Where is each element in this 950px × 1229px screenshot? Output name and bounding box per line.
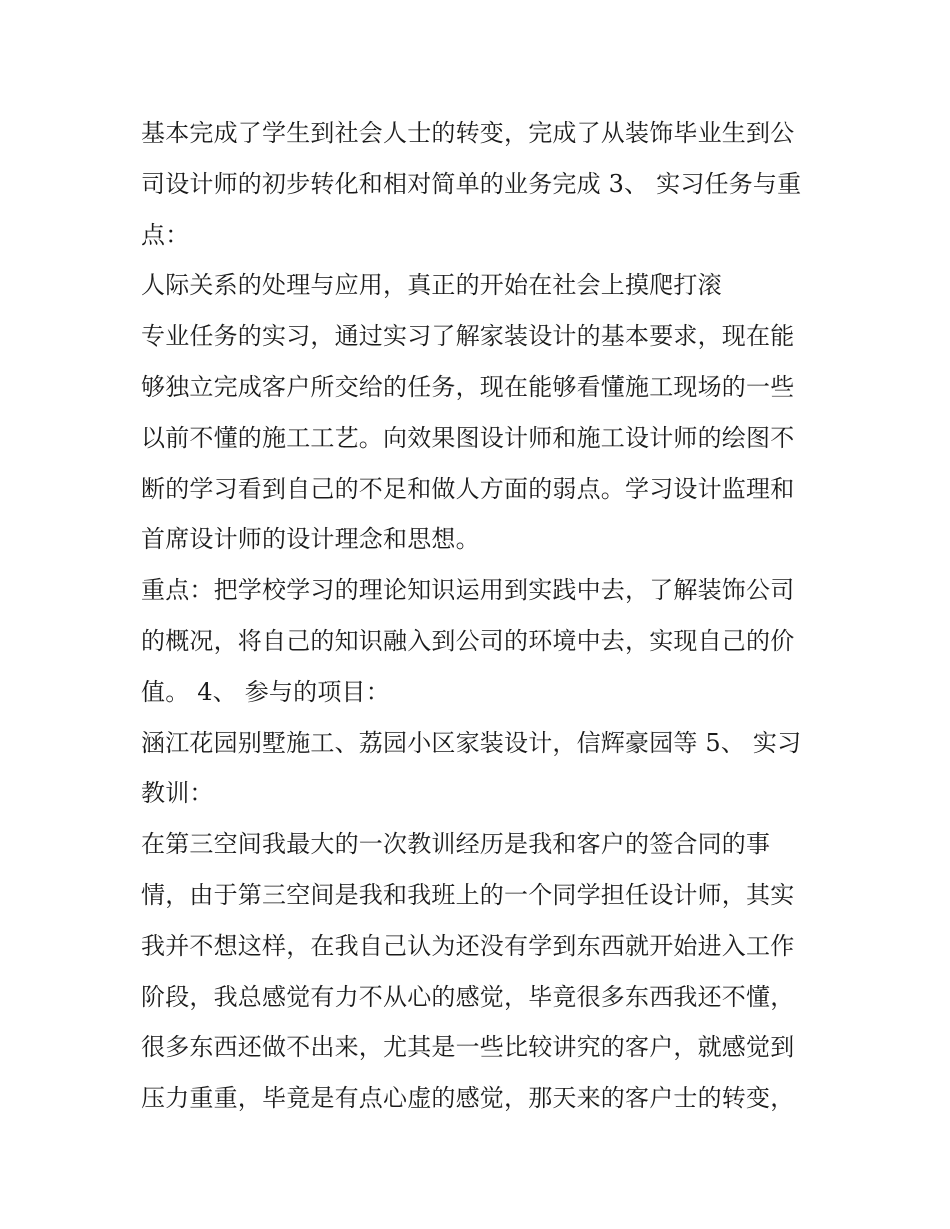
text-line: 首席设计师的设计理念和思想。 (141, 525, 480, 554)
text-line: 在第三空间我最大的一次教训经历是我和客户的签合同的事 (141, 830, 771, 859)
text-line: 很多东西还做不出来，尤其是一些比较讲究的客户，就感觉到 (141, 1033, 795, 1062)
text-line: 专业任务的实习，通过实习了解家装设计的基本要求，现在能 (141, 322, 795, 351)
text-line: 断的学习看到自己的不足和做人方面的弱点。学习设计监理和 (141, 474, 795, 503)
text-line: 阶段，我总感觉有力不从心的感觉，毕竟很多东西我还不懂， (141, 982, 795, 1011)
text-line: 够独立完成客户所交给的任务，现在能够看懂施工现场的一些 (141, 372, 795, 401)
text-line: 的概况，将自己的知识融入到公司的环境中去，实现自己的价 (141, 626, 795, 655)
text-line: 涵江花园别墅施工、荔园小区家装设计，信辉豪园等 5、 实习 (141, 728, 802, 757)
text-line: 点： (141, 220, 190, 249)
text-line: 司设计师的初步转化和相对简单的业务完成 3、 实习任务与重 (141, 169, 802, 198)
text-line: 情，由于第三空间是我和我班上的一个同学担任设计师，其实 (141, 880, 795, 909)
text-line: 以前不懂的施工工艺。向效果图设计师和施工设计师的绘图不 (141, 423, 795, 452)
text-line: 值。 4、 参与的项目： (141, 677, 390, 706)
text-line: 人际关系的处理与应用，真正的开始在社会上摸爬打滚 (141, 271, 722, 300)
document-body (141, 108, 821, 1124)
text-line: 教训： (141, 779, 214, 808)
text-line: 基本完成了学生到社会人士的转变，完成了从装饰毕业生到公 (141, 119, 795, 147)
text-line: 重点：把学校学习的理论知识运用到实践中去，了解装饰公司 (141, 576, 795, 605)
text-line: 压力重重，毕竟是有点心虚的感觉，那天来的客户士的转变， (141, 1084, 795, 1113)
text-line: 我并不想这样，在我自己认为还没有学到东西就开始进入工作 (141, 931, 795, 960)
